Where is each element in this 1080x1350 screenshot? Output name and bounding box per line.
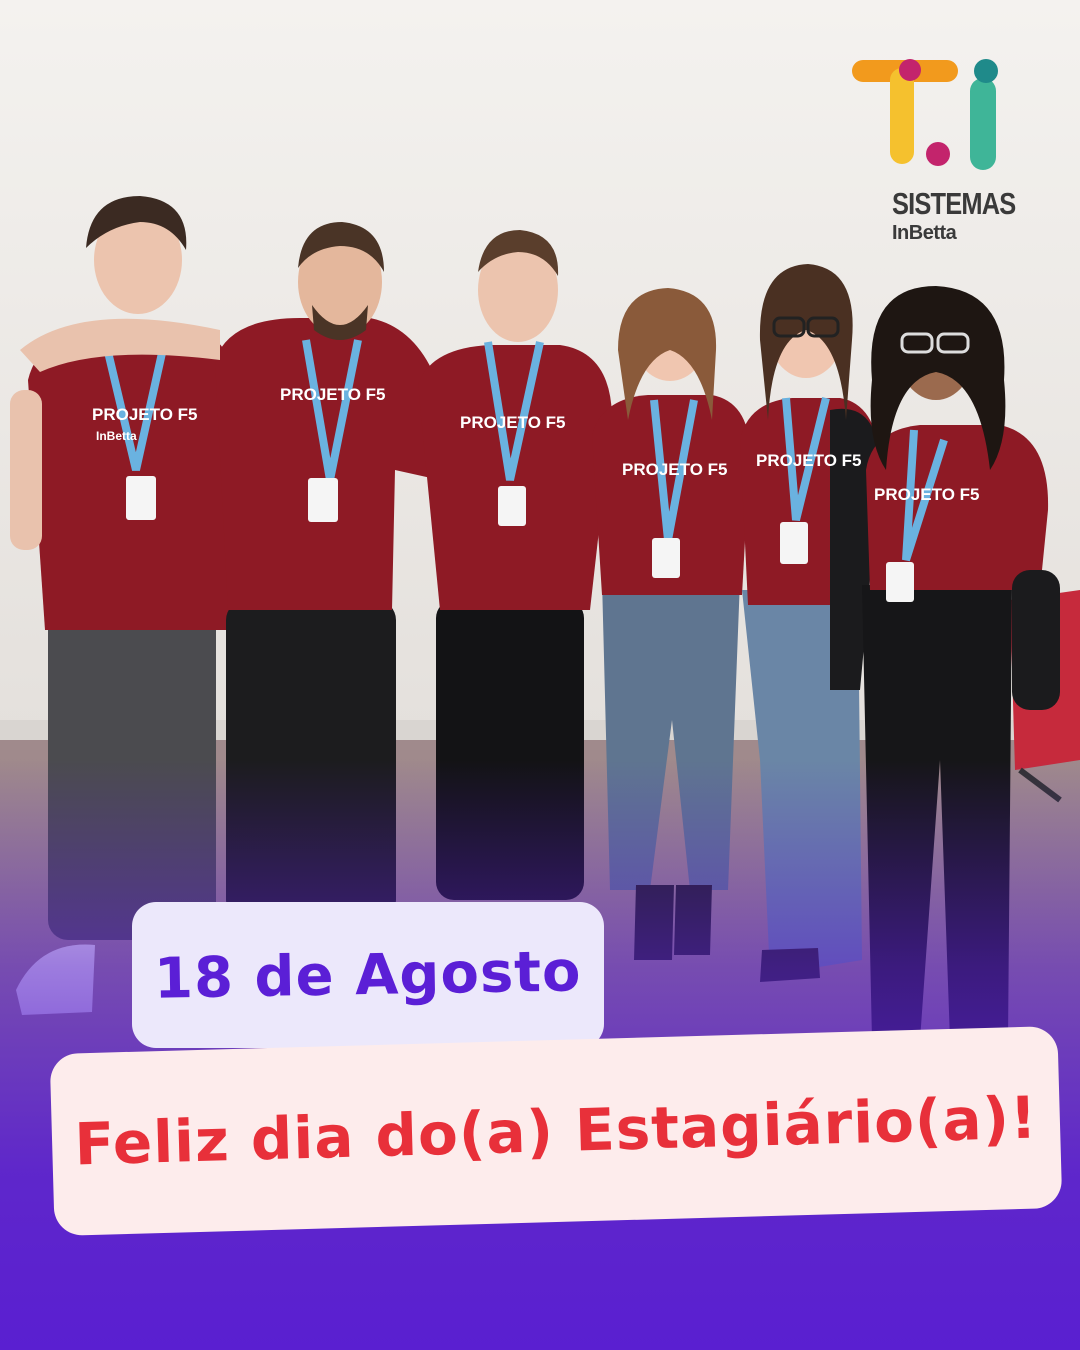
- shirt-brand-1: InBetta: [96, 429, 137, 443]
- message-text: Feliz dia do(a) Estagiário(a)!: [73, 1083, 1039, 1179]
- date-card: [132, 902, 604, 1048]
- logo-dot-bottom: [926, 142, 950, 166]
- logo-i-stem: [970, 78, 996, 170]
- shirt-print-4: PROJETO F5: [622, 460, 728, 479]
- shirt-print-3: PROJETO F5: [460, 413, 566, 432]
- shirt-print-5: PROJETO F5: [756, 451, 862, 470]
- shirt-print-1: PROJETO F5: [92, 405, 198, 424]
- logo-subtext: InBetta: [892, 222, 957, 244]
- logo-i-dot: [974, 59, 998, 83]
- logo-t-stem: [890, 68, 914, 164]
- shirt-print-2: PROJETO F5: [280, 385, 386, 404]
- date-text: 18 de Agosto: [153, 938, 583, 1012]
- logo-wordmark: SISTEMAS: [892, 186, 1016, 221]
- logo-dot-magenta: [899, 59, 921, 81]
- message-card: [50, 1026, 1063, 1236]
- shirt-print-6: PROJETO F5: [874, 485, 980, 504]
